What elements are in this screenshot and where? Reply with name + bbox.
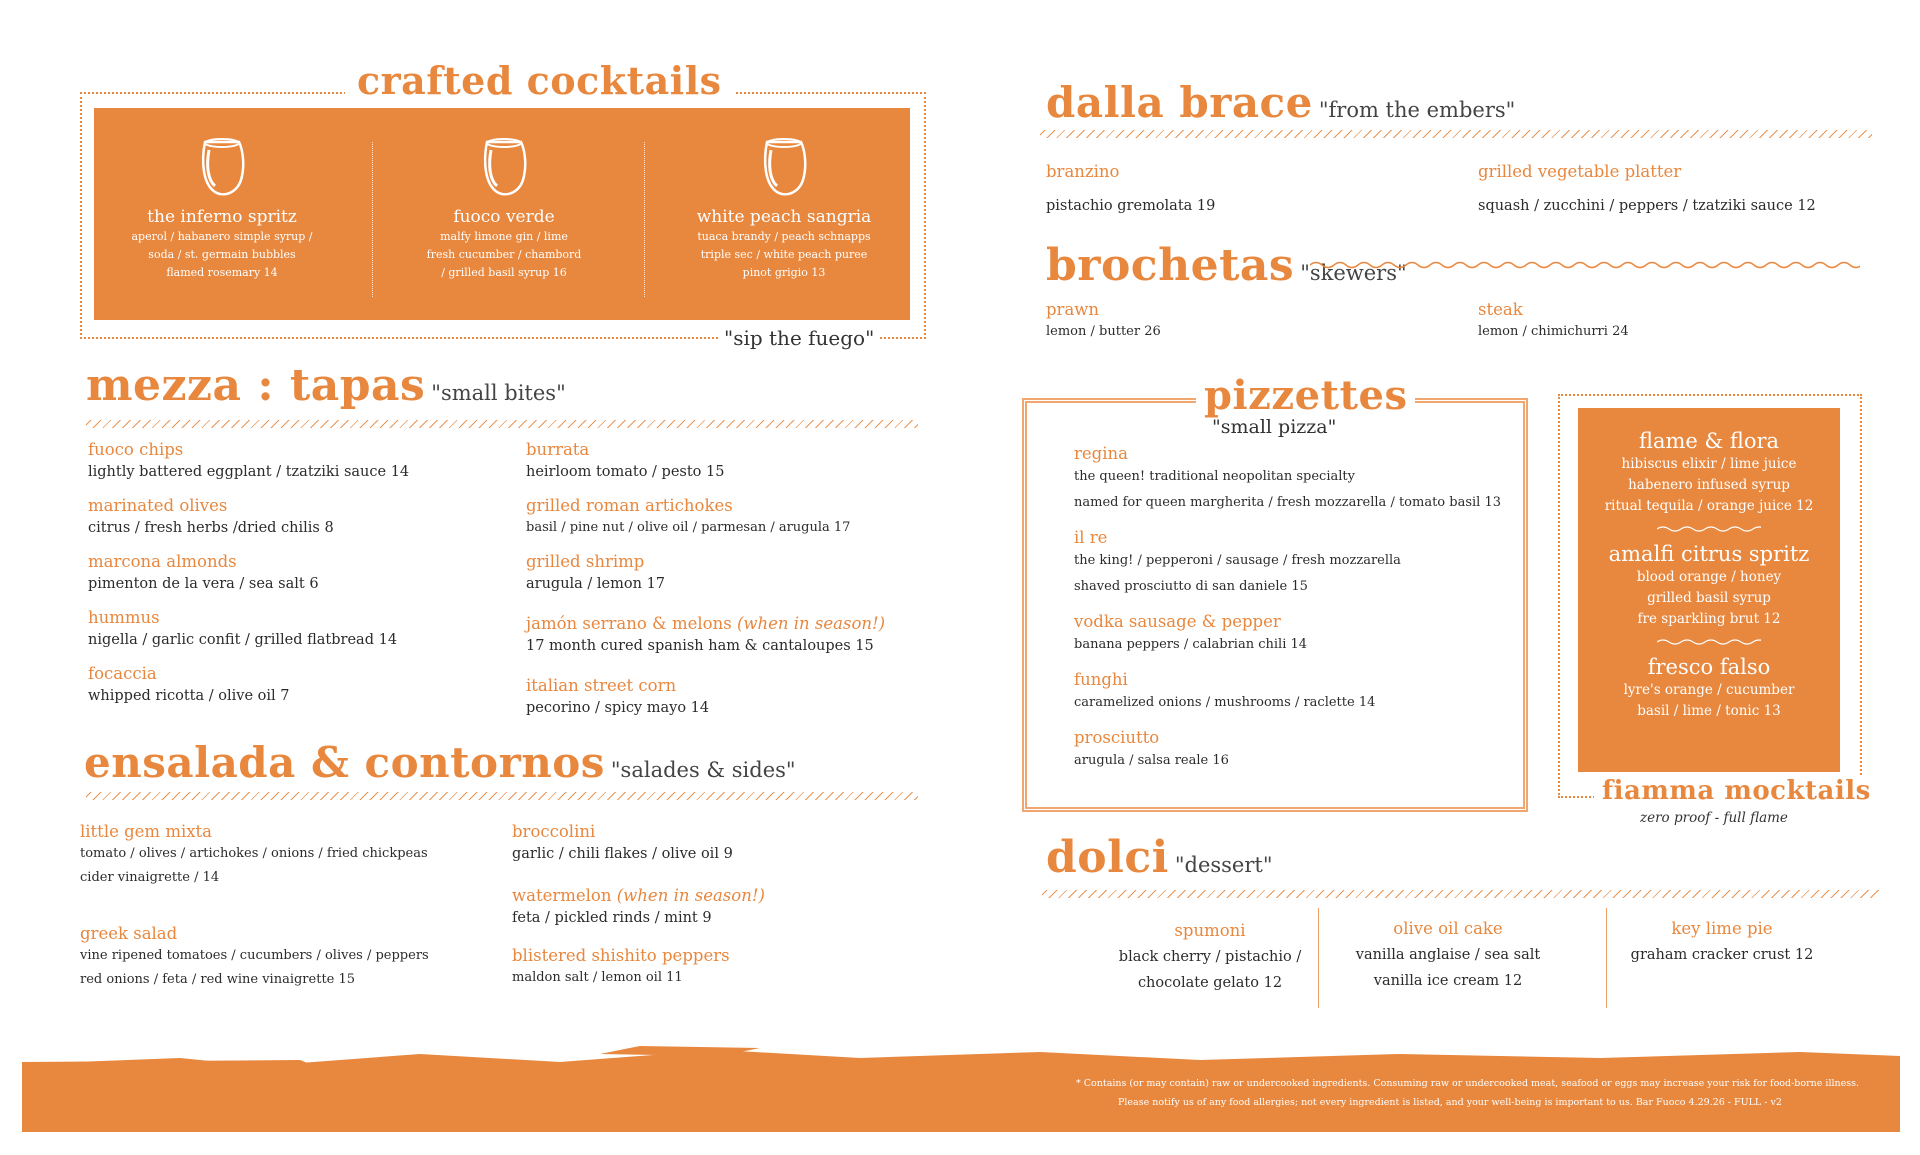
- menu-item: [1478, 300, 1629, 344]
- section-border: [86, 420, 918, 428]
- cocktails-tagline: "sip the fuego": [718, 326, 880, 350]
- item-name: [512, 886, 765, 906]
- item-name: il re: [1074, 528, 1108, 547]
- cocktail-name: white peach sangria: [696, 207, 872, 227]
- cocktail-item: [674, 136, 894, 282]
- menu-item: [80, 924, 429, 992]
- menu-item: [1046, 162, 1215, 218]
- menu-item: [512, 886, 765, 930]
- footer-allergy-note: Please notify us of any food allergies; not every ingredient is listed, and your well-being is important to us. Bar Fuoco 4.29.26 - FULL - v2: [1118, 1097, 1782, 1108]
- item-name: vodka sausage & pepper: [1074, 612, 1281, 631]
- menu-item: [512, 822, 733, 866]
- menu-item: [526, 614, 885, 658]
- dolci-title-text: dolci: [1046, 832, 1169, 883]
- mocktail-name: flame & flora: [1638, 429, 1780, 453]
- mezza-title-text: mezza : tapas: [86, 360, 426, 411]
- mezza-subtitle: "small bites": [431, 381, 566, 405]
- item-name: italian street corn: [526, 676, 677, 695]
- item-desc: 17 month cured spanish ham & cantaloupes 15: [526, 638, 874, 654]
- item-desc: the queen! traditional neopolitan specialty: [1074, 469, 1355, 484]
- item-desc: vine ripened tomatoes / cucumbers / olives / peppers: [80, 948, 429, 963]
- item-name-text: watermelon: [512, 886, 612, 905]
- item-name: grilled shrimp: [526, 552, 645, 571]
- menu-item: [1074, 528, 1401, 600]
- section-border: [1042, 890, 1880, 898]
- mocktail-desc: habenero infused syrup: [1628, 477, 1790, 493]
- brace-title: [1046, 78, 1515, 127]
- item-name: grilled roman artichokes: [526, 496, 733, 515]
- cocktail-desc: malfy limone gin / lime: [440, 230, 568, 243]
- item-name: fuoco chips: [88, 440, 184, 459]
- item-desc: nigella / garlic confit / grilled flatbread 14: [88, 632, 398, 648]
- brochetas-title-text: brochetas: [1046, 240, 1295, 291]
- wine-glass-icon: [477, 136, 531, 200]
- cocktail-desc: pinot grigio 13: [742, 266, 826, 279]
- cocktail-desc: aperol / habanero simple syrup /: [131, 230, 313, 243]
- dessert-item: [1328, 916, 1568, 994]
- item-desc: chocolate gelato 12: [1137, 975, 1283, 991]
- mocktail-desc: fre sparkling brut 12: [1637, 611, 1781, 627]
- menu-item: [1074, 612, 1307, 658]
- menu-item: [80, 822, 428, 890]
- cocktail-desc: tuaca brandy / peach schnapps: [697, 230, 871, 243]
- item-name: regina: [1074, 444, 1128, 463]
- item-name: greek salad: [80, 924, 178, 943]
- item-desc: lemon / chimichurri 24: [1478, 324, 1629, 339]
- cocktail-divider: [372, 142, 373, 297]
- item-desc: feta / pickled rinds / mint 9: [512, 910, 712, 926]
- cocktail-desc: / grilled basil syrup 16: [441, 266, 567, 279]
- item-desc: pistachio gremolata 19: [1046, 198, 1216, 214]
- dessert-item: [1090, 918, 1330, 996]
- mocktail-desc: ritual tequila / orange juice 12: [1604, 498, 1814, 514]
- menu-item: [526, 552, 665, 596]
- item-desc: citrus / fresh herbs /dried chilis 8: [88, 520, 334, 536]
- wave-divider: [1657, 525, 1761, 533]
- item-name: little gem mixta: [80, 822, 213, 841]
- item-desc: graham cracker crust 12: [1630, 947, 1814, 963]
- item-name: prosciutto: [1074, 728, 1160, 747]
- menu-item: [1478, 162, 1816, 218]
- menu-item: [1074, 670, 1375, 716]
- mocktail-desc: basil / lime / tonic 13: [1637, 703, 1781, 719]
- item-desc: black cherry / pistachio /: [1118, 949, 1302, 965]
- item-name: prawn: [1046, 300, 1100, 319]
- item-desc: pimenton de la vera / sea salt 6: [88, 576, 319, 592]
- item-desc: garlic / chili flakes / olive oil 9: [512, 846, 733, 862]
- item-desc: basil / pine nut / olive oil / parmesan / arugula 17: [526, 520, 851, 535]
- item-desc: vanilla anglaise / sea salt: [1355, 947, 1541, 963]
- wavy-rule: [1310, 258, 1860, 272]
- mocktail-desc: hibiscus elixir / lime juice: [1621, 456, 1797, 472]
- menu-item: [1074, 444, 1501, 516]
- brace-title-text: dalla brace: [1046, 78, 1313, 127]
- menu-item: [1074, 728, 1229, 774]
- item-name: marcona almonds: [88, 552, 237, 571]
- item-desc: cider vinaigrette / 14: [80, 870, 220, 885]
- item-name: focaccia: [88, 664, 157, 683]
- menu-item: [526, 440, 724, 484]
- wave-divider: [1657, 638, 1761, 646]
- item-desc: the king! / pepperoni / sausage / fresh mozzarella: [1074, 553, 1401, 568]
- dessert-divider: [1318, 908, 1319, 1008]
- cocktail-desc: soda / st. germain bubbles: [148, 248, 296, 261]
- menu-item: [526, 676, 709, 720]
- item-name: funghi: [1074, 670, 1128, 689]
- mocktail-name: amalfi citrus spritz: [1608, 542, 1810, 566]
- item-name: key lime pie: [1671, 919, 1773, 938]
- dolci-title: [1046, 832, 1273, 883]
- cocktail-name: fuoco verde: [453, 207, 555, 227]
- brace-subtitle: "from the embers": [1318, 98, 1516, 122]
- item-desc: vanilla ice cream 12: [1373, 973, 1523, 989]
- mocktail-desc: lyre's orange / cucumber: [1623, 682, 1795, 698]
- ensalada-title-text: ensalada & contornos: [84, 738, 605, 787]
- menu-item: [88, 664, 289, 708]
- section-border: [1040, 130, 1872, 138]
- mocktail-name: fresco falso: [1647, 655, 1771, 679]
- item-desc: arugula / lemon 17: [526, 576, 666, 592]
- item-name: hummus: [88, 608, 160, 627]
- item-name: burrata: [526, 440, 590, 459]
- item-desc: lemon / butter 26: [1046, 324, 1161, 339]
- item-name: [526, 614, 885, 634]
- mezza-title: [86, 360, 566, 411]
- item-desc: tomato / olives / artichokes / onions / fried chickpeas: [80, 846, 428, 861]
- item-desc: arugula / salsa reale 16: [1074, 753, 1229, 768]
- item-desc: shaved prosciutto di san daniele 15: [1074, 579, 1308, 594]
- pizzettes-subtitle: "small pizza": [1212, 416, 1337, 438]
- menu-item: [88, 496, 334, 540]
- cocktail-desc: fresh cucumber / chambord: [426, 248, 582, 261]
- wine-glass-icon: [195, 136, 249, 200]
- section-border: [86, 792, 918, 800]
- item-name: broccolini: [512, 822, 596, 841]
- item-desc: squash / zucchini / peppers / tzatziki sauce 12: [1478, 198, 1816, 214]
- mocktails-subtitle: zero proof - full flame: [1640, 810, 1788, 826]
- item-desc: pecorino / spicy mayo 14: [526, 700, 710, 716]
- item-name-text: jamón serrano & melons: [526, 614, 732, 633]
- cocktail-desc: triple sec / white peach puree: [700, 248, 868, 261]
- dessert-item: [1602, 916, 1842, 968]
- menu-item: [1046, 300, 1161, 344]
- menu-item: [88, 552, 319, 596]
- ensalada-title: [84, 738, 796, 787]
- item-name: marinated olives: [88, 496, 228, 515]
- item-desc: named for queen margherita / fresh mozzarella / tomato basil 13: [1074, 495, 1502, 510]
- cocktail-name: the inferno spritz: [147, 207, 297, 227]
- item-name: branzino: [1046, 162, 1120, 181]
- item-note: (when in season!): [616, 886, 765, 905]
- cocktails-title: crafted cocktails: [345, 58, 734, 103]
- footer-disclaimer: * Contains (or may contain) raw or undercooked ingredients. Consuming raw or undercooked meat, seafood or eggs may increase your risk for food-borne illness.: [1076, 1078, 1860, 1089]
- item-desc: maldon salt / lemon oil 11: [512, 970, 683, 985]
- brochetas-subtitle: "skewers": [1300, 261, 1407, 285]
- cocktail-item: [394, 136, 614, 282]
- cocktail-item: [112, 136, 332, 282]
- item-desc: lightly battered eggplant / tzatziki sauce 14: [88, 464, 410, 480]
- item-name: olive oil cake: [1393, 919, 1503, 938]
- mocktail-desc: blood orange / honey: [1636, 569, 1782, 585]
- menu-item: [88, 608, 397, 652]
- mocktail-item: [1578, 428, 1840, 722]
- mocktails-title: fiamma mocktails: [1594, 776, 1879, 806]
- item-name: steak: [1478, 300, 1523, 319]
- item-name: blistered shishito peppers: [512, 946, 730, 965]
- cocktail-divider: [644, 142, 645, 297]
- menu-item: [526, 496, 850, 540]
- menu-item: [512, 946, 730, 990]
- cocktail-desc: flamed rosemary 14: [166, 266, 278, 279]
- ensalada-subtitle: "salades & sides": [610, 758, 796, 782]
- item-desc: whipped ricotta / olive oil 7: [88, 688, 290, 704]
- item-note: (when in season!): [736, 614, 886, 633]
- item-desc: banana peppers / calabrian chili 14: [1074, 637, 1308, 652]
- item-name: spumoni: [1174, 921, 1246, 940]
- item-desc: heirloom tomato / pesto 15: [526, 464, 725, 480]
- pizzettes-title: pizzettes: [1196, 372, 1415, 419]
- mocktail-desc: grilled basil syrup: [1647, 590, 1771, 606]
- item-desc: red onions / feta / red wine vinaigrette 15: [80, 972, 356, 987]
- dolci-subtitle: "dessert": [1174, 853, 1273, 877]
- item-name: grilled vegetable platter: [1478, 162, 1682, 181]
- wine-glass-icon: [757, 136, 811, 200]
- menu-item: [88, 440, 409, 484]
- item-desc: caramelized onions / mushrooms / raclette 14: [1074, 695, 1376, 710]
